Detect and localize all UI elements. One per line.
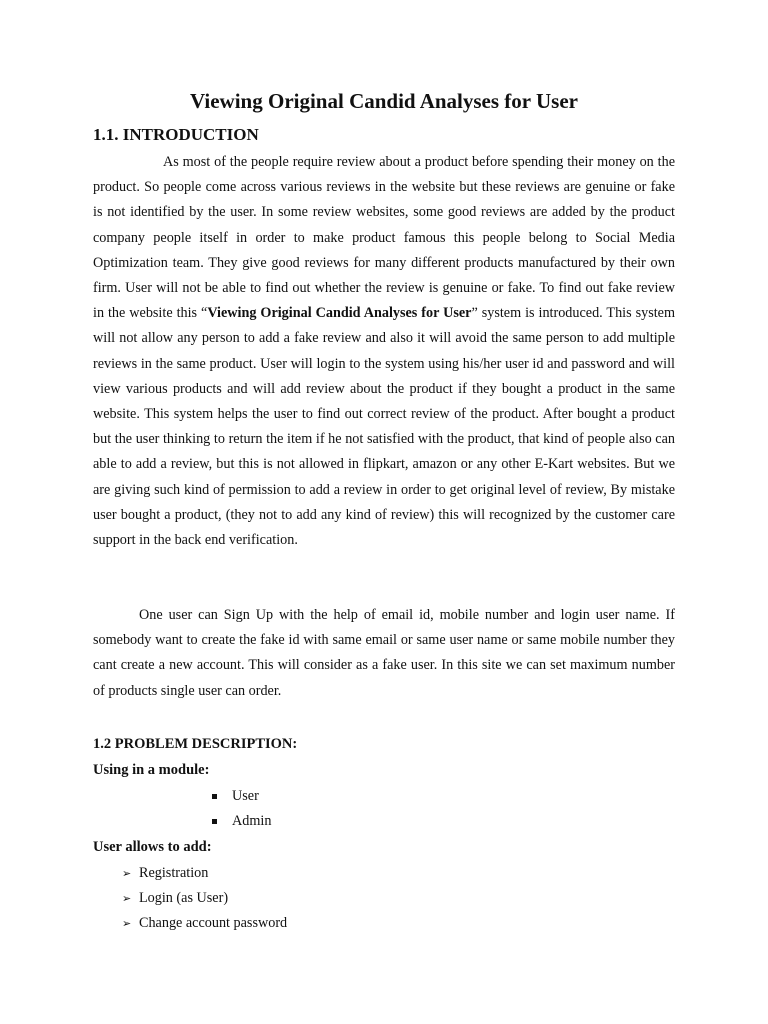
arrow-bullet-icon: ➢ bbox=[122, 917, 132, 930]
introduction-paragraph-1 bbox=[93, 150, 675, 553]
introduction-heading: 1.1. INTRODUCTION bbox=[93, 125, 259, 144]
intro-system-name: Viewing Original Candid Analyses for User bbox=[207, 305, 472, 322]
list-item bbox=[93, 911, 287, 936]
feature-label: Registration bbox=[139, 865, 209, 881]
feature-label: Login (as User) bbox=[139, 890, 229, 906]
square-bullet-icon bbox=[212, 819, 217, 824]
list-item bbox=[93, 886, 287, 911]
introduction-paragraph-2: One user can Sign Up with the help of email id, mobile number and login user name. If somebody want to create the fake id with same email or same user name or same mobile number they cant create a new account. This will consider as a fake user. In this site we can set maximum number of products single user can order. bbox=[93, 607, 675, 699]
problem-description-heading: 1.2 PROBLEM DESCRIPTION: bbox=[93, 736, 298, 752]
intro-text-part-1: As most of the people require review about a product before spending their money on the product. So people come across various reviews in the website but these reviews are genuine or fake is not identified by the user. In some review websites, some good reviews are added by the product company people itself in order to make product famous this people belong to Social Media Optimization team. They give good reviews for many different products manufactured by their own firm. User will not be able to find out whether the review is genuine or fake. To find out fake review in the website this “ bbox=[93, 154, 675, 322]
user-allows-heading: User allows to add: bbox=[93, 839, 212, 855]
modules-heading: Using in a module: bbox=[93, 762, 210, 778]
document-title: Viewing Original Candid Analyses for User bbox=[190, 89, 578, 113]
list-item bbox=[93, 784, 271, 809]
intro-text-part-2: ” system is introduced. This system will not allow any person to add a fake review and also it will avoid the same person to add multiple reviews in the same product. User will login to the system using his/her user id and password and will view various products and will add review about the product if they bought a product in the same website. This system helps the user to find out correct review of the product. After bought a product but the user thinking to return the item if he not satisfied with the product, that kind of people also can able to add a review, but this is not allowed in flipkart, amazon or any other E-Kart websites. But we are giving such kind of permission to add a review in order to get original level of review, By mistake user bought a product, (they not to add any kind of review) this will recognized by the customer care support in the back end verification. bbox=[93, 305, 676, 549]
feature-label: Change account password bbox=[139, 915, 288, 931]
module-label: User bbox=[232, 788, 259, 804]
arrow-bullet-icon: ➢ bbox=[122, 867, 132, 880]
square-bullet-icon bbox=[212, 794, 217, 799]
arrow-bullet-icon: ➢ bbox=[122, 892, 132, 905]
user-features-list bbox=[93, 861, 287, 936]
list-item bbox=[93, 861, 287, 886]
modules-list bbox=[93, 784, 271, 834]
module-label: Admin bbox=[232, 813, 272, 829]
list-item bbox=[93, 809, 271, 834]
